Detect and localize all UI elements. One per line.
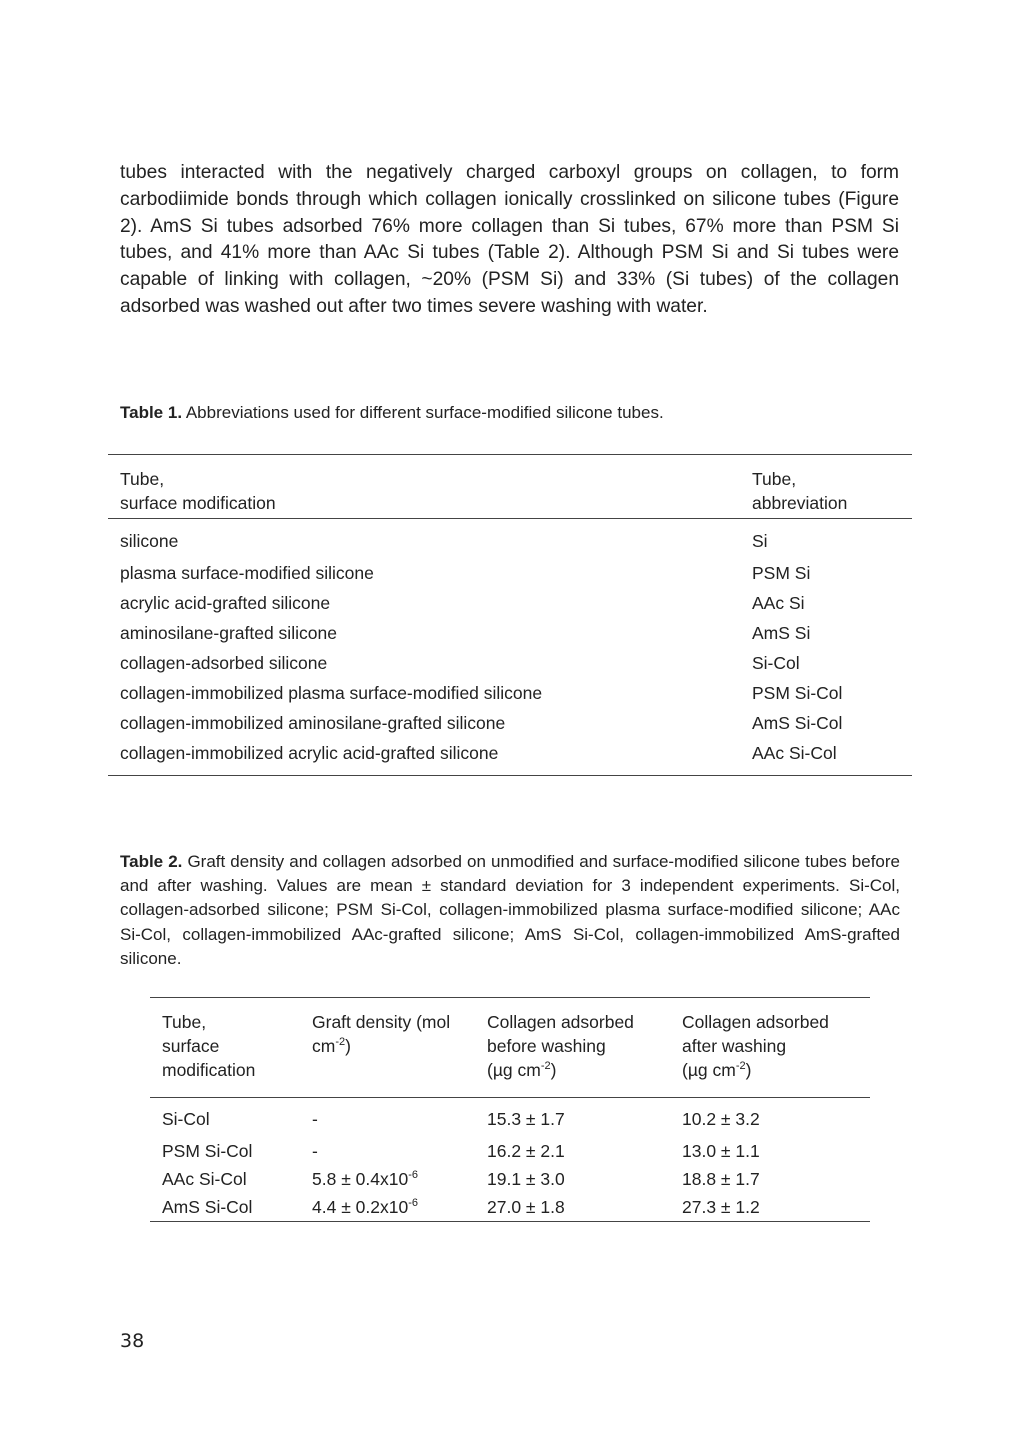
- table1-header-abbreviation: Tube, abbreviation: [740, 455, 912, 519]
- table-row: [108, 621, 912, 651]
- table2-cell-after: 27.3 ± 1.2: [682, 1197, 760, 1217]
- table1-cell-modification: plasma surface-modified silicone: [120, 563, 374, 583]
- table1-caption-label: Table 1.: [120, 403, 183, 422]
- table-row: [150, 1140, 870, 1168]
- table-row: [108, 651, 912, 681]
- table2-header-row: [150, 998, 870, 1098]
- table-row: [108, 519, 912, 562]
- table2-cell-after: 13.0 ± 1.1: [682, 1141, 760, 1161]
- table2-cell-after: 18.8 ± 1.7: [682, 1169, 760, 1189]
- table2-header-before-washing: Collagen adsorbed before washing (µg $cm^{-2}$): [475, 998, 670, 1098]
- table1-cell-modification: silicone: [120, 531, 179, 551]
- table2-caption-text: Graft density and collagen adsorbed on unmodified and surface-modified silicone tubes before and after washing. Values are mean ± standard deviation for 3 independent experiments. Si-Col, collagen-adsorbed silicone; PSM Si-Col, collagen-immobilized plasma surface-modified silicone; AAc Si-Col, collagen-immobilized AAc-grafted silicone; AmS Si-Col, collagen-immobilized AmS-grafted silicone.: [120, 852, 900, 968]
- table2-cell-graft: $5.8 \pm 0.4x10^{-6}$: [312, 1169, 418, 1189]
- table-row: [150, 1196, 870, 1222]
- table2-cell-before: 27.0 ± 1.8: [487, 1197, 565, 1217]
- table2-cell-tube: Si-Col: [162, 1109, 210, 1129]
- table1-cell-modification: acrylic acid-grafted silicone: [120, 593, 331, 613]
- table2-cell-before: 15.3 ± 1.7: [487, 1109, 565, 1129]
- table2-caption: [120, 850, 900, 971]
- table1-cell-abbreviation: AmS Si: [752, 623, 811, 643]
- table2-header-graft-density: Graft density (mol $cm^{-2}$): [300, 998, 475, 1098]
- table-row: [150, 1098, 870, 1141]
- table1-cell-abbreviation: Si-Col: [752, 653, 800, 673]
- table2-cell-graft: -: [312, 1141, 318, 1161]
- table1: [108, 454, 912, 776]
- table-row: [108, 741, 912, 776]
- table-row: [108, 681, 912, 711]
- body-paragraph: tubes interacted with the negatively charged carboxyl groups on collagen, to form carbodiimide bonds through which collagen ionically crosslinked on silicone tubes (Figure 2). AmS Si tubes adsorbed 76% more collagen than Si tubes, 67% more than PSM Si tubes, and 41% more than AAc Si tubes (Table 2). Although PSM Si and Si tubes were capable of linking with collagen, ~20% (PSM Si) and 33% (Si tubes) of the collagen adsorbed was washed out after two times severe washing with water.: [120, 162, 899, 317]
- table1-cell-abbreviation: AAc Si-Col: [752, 743, 837, 763]
- table2-cell-before: 16.2 ± 2.1: [487, 1141, 565, 1161]
- table2-cell-after: 10.2 ± 3.2: [682, 1109, 760, 1129]
- table1-cell-abbreviation: PSM Si: [752, 563, 811, 583]
- table1-cell-modification: collagen-immobilized acrylic acid-grafted silicone: [120, 743, 499, 763]
- table1-cell-abbreviation: PSM Si-Col: [752, 683, 843, 703]
- table-row: [108, 711, 912, 741]
- table1-cell-abbreviation: AmS Si-Col: [752, 713, 843, 733]
- table2-cell-tube: AAc Si-Col: [162, 1169, 247, 1189]
- table2-cell-graft: $4.4 \pm 0.2x10^{-6}$: [312, 1197, 418, 1217]
- table2-header-tube: Tube, surface modification: [150, 998, 300, 1098]
- table2-cell-before: 19.1 ± 3.0: [487, 1169, 565, 1189]
- table-row: [108, 561, 912, 591]
- table2-caption-label: Table 2.: [120, 852, 183, 871]
- table2-cell-graft: -: [312, 1109, 318, 1129]
- table1-caption-text: Abbreviations used for different surface-modified silicone tubes.: [182, 403, 664, 422]
- table2-header-after-washing: Collagen adsorbed after washing (µg $cm^{-2}$): [670, 998, 870, 1098]
- table-row: [108, 591, 912, 621]
- table2-cell-tube: PSM Si-Col: [162, 1141, 253, 1161]
- table1-cell-abbreviation: Si: [752, 531, 768, 551]
- table1-cell-modification: collagen-adsorbed silicone: [120, 653, 328, 673]
- table1-cell-modification: collagen-immobilized plasma surface-modified silicone: [120, 683, 543, 703]
- page-number: 38: [120, 1330, 145, 1352]
- table1-cell-modification: collagen-immobilized aminosilane-grafted silicone: [120, 713, 506, 733]
- table2-cell-tube: AmS Si-Col: [162, 1197, 253, 1217]
- table1-header-surface-modification: Tube, surface modification: [108, 455, 740, 519]
- table1-cell-abbreviation: AAc Si: [752, 593, 805, 613]
- table2: [150, 997, 870, 1222]
- table-row: [150, 1168, 870, 1196]
- table1-cell-modification: aminosilane-grafted silicone: [120, 623, 337, 643]
- table1-header-row: [108, 455, 912, 519]
- table1-caption: [120, 402, 900, 424]
